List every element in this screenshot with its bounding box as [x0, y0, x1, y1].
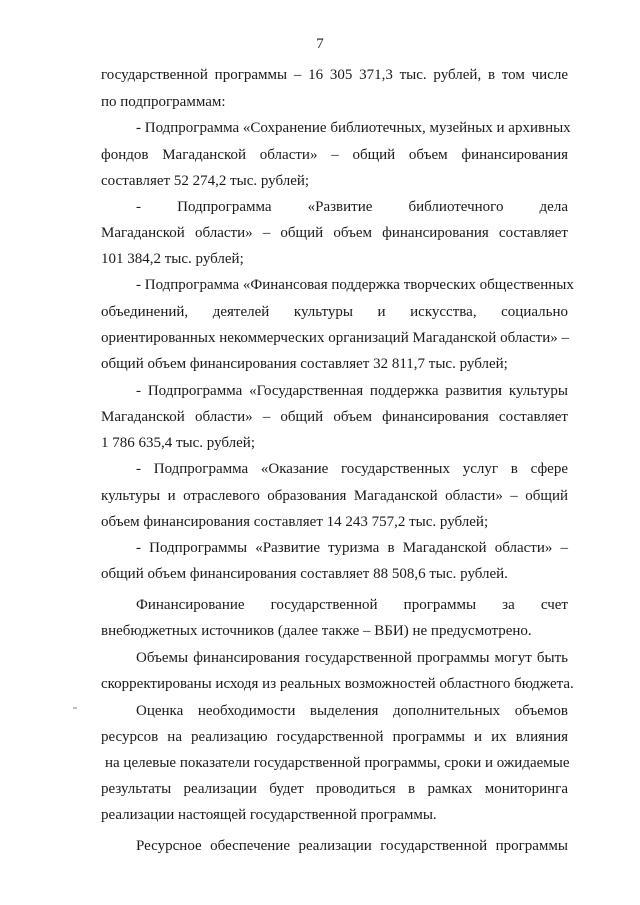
text-line: - Подпрограмма «Финансовая поддержка творческих общественных [136, 277, 574, 293]
text-line: результаты реализации будет проводиться в рамках мониторинга [101, 781, 568, 797]
text-line: культуры и отраслевого образования Магаданской области» – общий [101, 488, 568, 504]
text-line: на целевые показатели государственной программы, сроки и ожидаемые [105, 755, 570, 771]
text-line: объем финансирования составляет 14 243 757,2 тыс. рублей; [101, 514, 489, 530]
text-line: - Подпрограмма «Развитие библиотечного дела [136, 199, 568, 215]
text-line: 1 786 635,4 тыс. рублей; [101, 435, 255, 451]
text-line: Финансирование государственной программы за счет [136, 597, 568, 613]
text-line: по подпрограммам: [101, 94, 226, 110]
text-line: скорректированы исходя из реальных возможностей областного бюджета. [101, 676, 574, 692]
text-line: Магаданской области» – общий объем финансирования составляет [101, 409, 568, 425]
page-number: 7 [316, 36, 324, 52]
text-line: ориентированных некоммерческих организаций Магаданской области» – [101, 330, 569, 346]
text-line: ресурсов на реализацию государственной программы и их влияния [101, 729, 568, 745]
text-line: реализации настоящей государственной программы. [101, 807, 437, 823]
scan-mark [73, 707, 77, 709]
text-line: Объемы финансирования государственной программы могут быть [136, 650, 568, 666]
text-line: Ресурсное обеспечение реализации государственной программы [136, 838, 568, 854]
text-line: составляет 52 274,2 тыс. рублей; [101, 173, 310, 189]
text-line: Оценка необходимости выделения дополнительных объемов [136, 703, 568, 719]
text-line: Магаданской области» – общий объем финансирования составляет [101, 225, 568, 241]
text-line: внебюджетных источников (далее также – ВБИ) не предусмотрено. [101, 623, 532, 639]
text-line: общий объем финансирования составляет 88 508,6 тыс. рублей. [101, 566, 508, 582]
text-line: государственной программы – 16 305 371,3 тыс. рублей, в том числе [101, 67, 568, 83]
text-line: - Подпрограмма «Оказание государственных услуг в сфере [136, 461, 568, 477]
text-line: 101 384,2 тыс. рублей; [101, 251, 244, 267]
text-line: - Подпрограмма «Государственная поддержка развития культуры [136, 383, 568, 399]
text-line: фондов Магаданской области» – общий объем финансирования [101, 147, 568, 163]
text-line: - Подпрограмма «Сохранение библиотечных, музейных и архивных [136, 120, 571, 136]
text-line: общий объем финансирования составляет 32 811,7 тыс. рублей; [101, 356, 508, 372]
text-line: объединений, деятелей культуры и искусства, социально [101, 304, 568, 320]
text-line: - Подпрограммы «Развитие туризма в Магаданской области» – [136, 540, 568, 556]
